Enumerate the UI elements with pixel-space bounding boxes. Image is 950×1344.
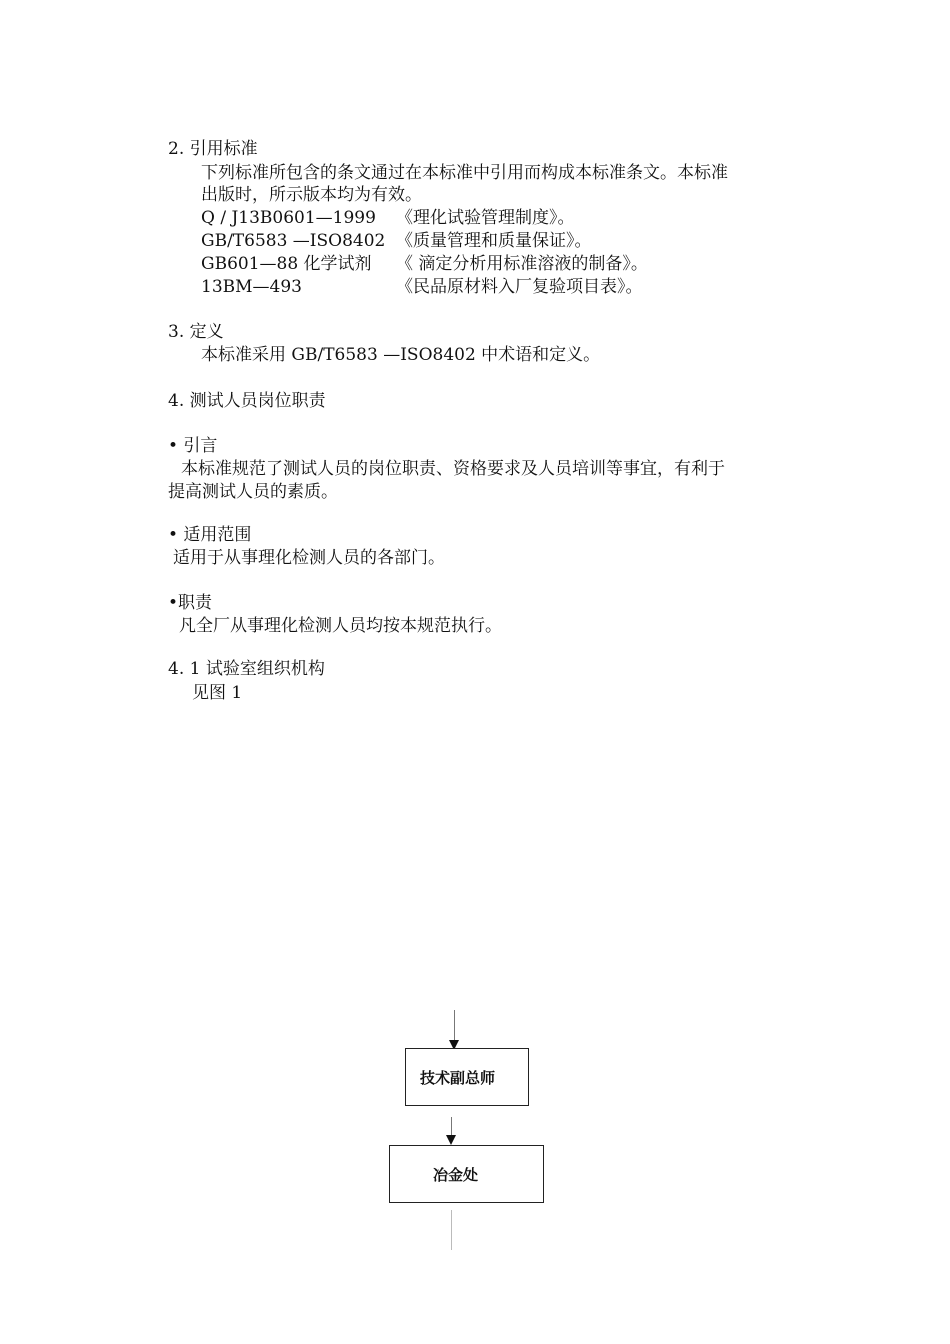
duty-body: 凡全厂从事理化检测人员均按本规范执行。 (179, 616, 502, 636)
ref-title: 《 滴定分析用标准溶液的制备》。 (396, 254, 648, 274)
section-4-heading: 4. 测试人员岗位职责 (168, 391, 326, 411)
ref-code: 13BM—493 (201, 277, 302, 297)
connector-line (454, 1010, 455, 1040)
ref-title: 《民品原材料入厂复验项目表》。 (396, 277, 643, 297)
org-box-label: 冶金处 (433, 1165, 479, 1184)
ref-title: 《质量管理和质量保证》。 (396, 231, 592, 251)
arrow-down-icon (446, 1135, 456, 1145)
intro-body-line2: 提高测试人员的素质。 (168, 482, 338, 502)
org-box-label: 技术副总师 (420, 1068, 496, 1087)
connector-line (451, 1210, 452, 1250)
intro-heading: • 引言 (168, 436, 218, 456)
org-box-metallurgy-dept (389, 1145, 544, 1203)
scope-heading: • 适用范围 (168, 525, 252, 545)
scope-body: 适用于从事理化检测人员的各部门。 (173, 548, 445, 568)
section-4-1-body: 见图 1 (192, 683, 243, 703)
ref-title: 《理化试验管理制度》。 (396, 208, 575, 228)
ref-code: GB601—88 化学试剂 (201, 254, 372, 274)
duty-heading: •职责 (168, 593, 213, 613)
section-2-intro-line2: 出版时，所示版本均为有效。 (201, 185, 422, 205)
section-2-intro-line1: 下列标准所包含的条文通过在本标准中引用而构成本标准条文。本标准 (201, 163, 728, 183)
section-4-1-heading: 4. 1 试验室组织机构 (168, 659, 325, 679)
section-3-heading: 3. 定义 (168, 322, 224, 342)
connector-line (451, 1117, 452, 1137)
section-2-heading: 2. 引用标准 (168, 139, 258, 159)
ref-code: GB/T6583 —ISO8402 (201, 231, 386, 251)
ref-code: Q / J13B0601—1999 (201, 208, 376, 228)
org-box-technical-deputy-chief (405, 1048, 529, 1106)
intro-body-line1: 本标准规范了测试人员的岗位职责、资格要求及人员培训等事宜，有利于 (181, 459, 725, 479)
section-3-body: 本标准采用 GB/T6583 —ISO8402 中术语和定义。 (201, 345, 601, 365)
